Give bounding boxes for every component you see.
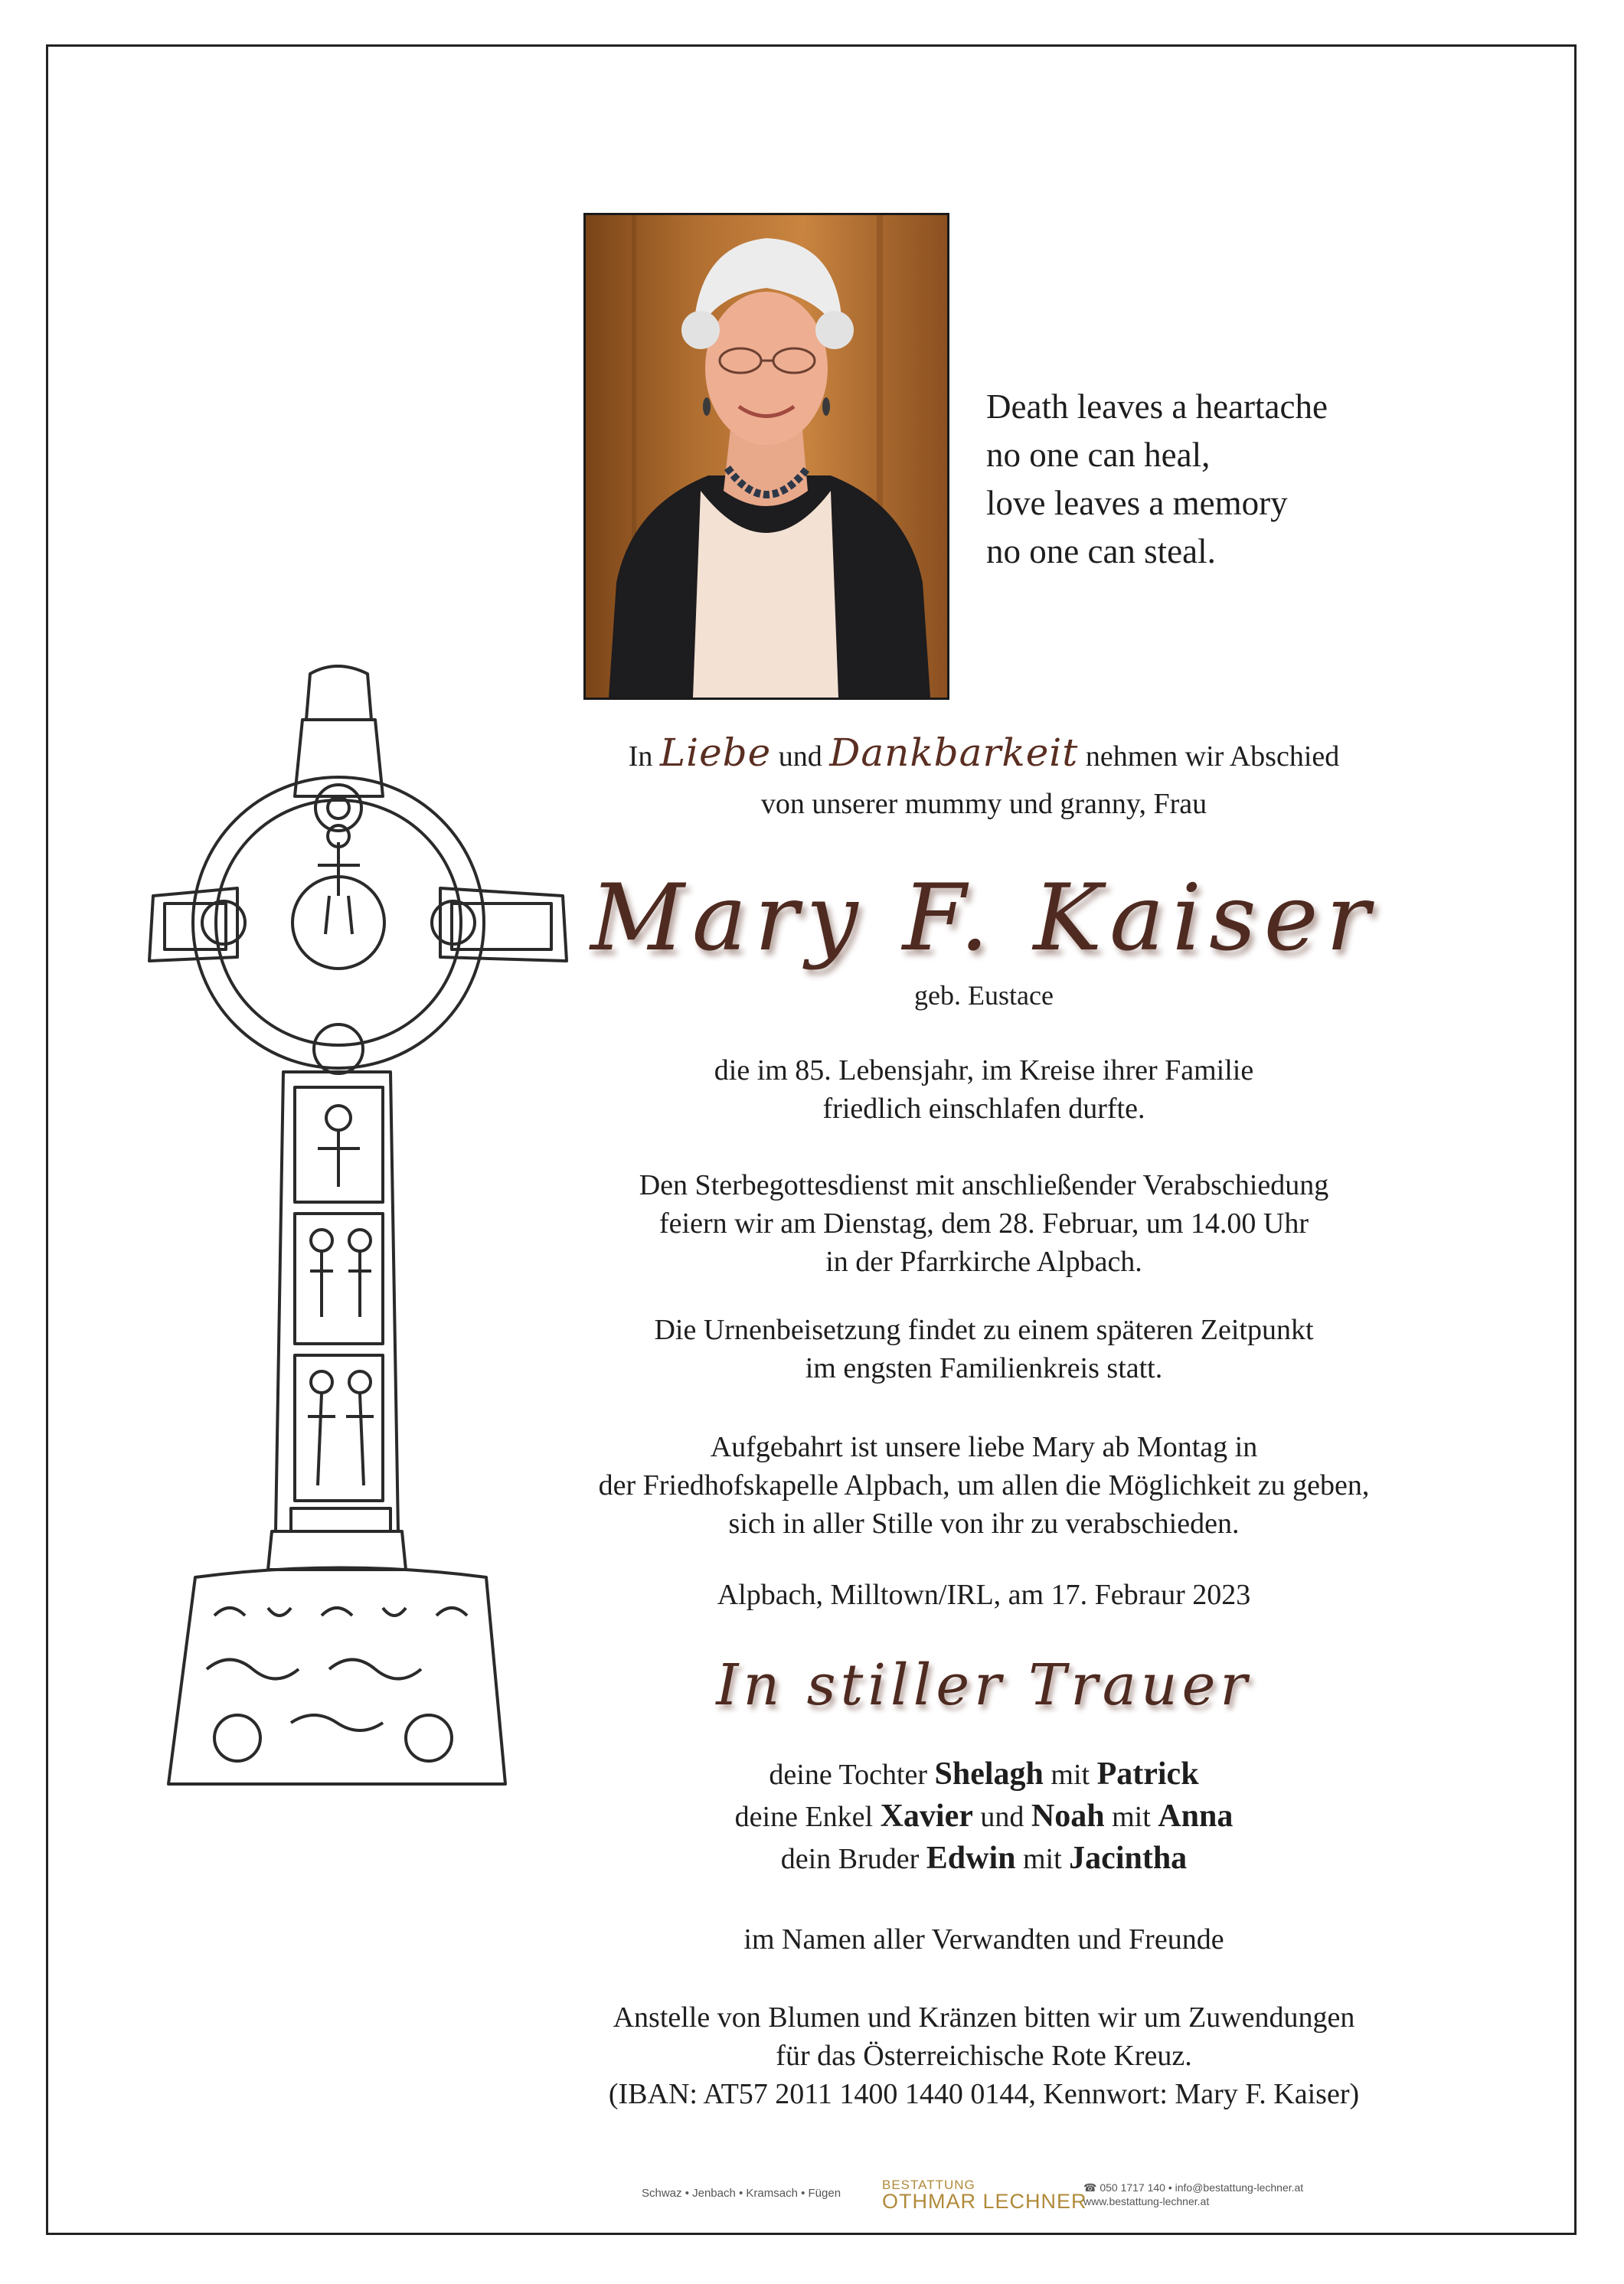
paragraph-line: friedlich einschlafen durfte. — [822, 1093, 1145, 1125]
mourner-name: Patrick — [1096, 1756, 1199, 1792]
paragraph-line: sich in aller Stille von ihr zu verabschieden. — [728, 1508, 1240, 1540]
mourner-text: und — [980, 1801, 1024, 1833]
mourner-name: Anna — [1158, 1799, 1234, 1834]
poem-line: Death leaves a heartache — [986, 387, 1328, 426]
mourner-text: deine Tochter — [769, 1759, 928, 1791]
paragraph-line: die im 85. Lebensjahr, im Kreise ihrer Familie — [714, 1054, 1254, 1086]
donation-line: für das Österreichische Rote Kreuz. — [776, 2040, 1192, 2072]
mourning-heading: In stiller Trauer — [716, 1652, 1252, 1718]
mourner-name: Shelagh — [934, 1756, 1044, 1792]
donation-line: (IBAN: AT57 2011 1400 1440 0144, Kennwort: Mary F. Kaiser) — [608, 2078, 1360, 2110]
mourner-name: Xavier — [880, 1799, 973, 1834]
mourner-name: Jacintha — [1069, 1841, 1188, 1876]
mourner-line-1 — [505, 1755, 1462, 1794]
paragraph-line: Den Sterbegottesdienst mit anschließender Verabschiedung — [639, 1169, 1329, 1201]
mourner-name: Edwin — [926, 1841, 1016, 1876]
mourner-text: mit — [1112, 1801, 1151, 1833]
portrait-illustration — [586, 215, 947, 698]
paragraph-line: der Friedhofskapelle Alpbach, um allen die Möglichkeit zu geben, — [598, 1469, 1370, 1501]
paragraph-line: feiern wir am Dienstag, dem 28. Februar, um 14.00 Uhr — [659, 1207, 1309, 1240]
relatives-line: im Namen aller Verwandten und Freunde — [743, 1923, 1224, 1956]
paragraph-line: Aufgebahrt ist unsere liebe Mary ab Montag in — [710, 1431, 1258, 1463]
poem-line: no one can heal, — [986, 436, 1211, 474]
mourner-text: dein Bruder — [780, 1843, 920, 1875]
paragraph-line: im engsten Familienkreis statt. — [805, 1352, 1163, 1384]
footer — [628, 2175, 1355, 2213]
mourner-text: deine Enkel — [734, 1801, 874, 1833]
footer-brand-top: BESTATTUNG — [882, 2178, 975, 2192]
paragraph-line: Die Urnenbeisetzung findet zu einem späteren Zeitpunkt — [654, 1314, 1314, 1346]
mourner-line-2 — [505, 1797, 1462, 1836]
footer-web: www.bestattung-lechner.at — [1083, 2195, 1210, 2207]
portrait-photo — [583, 213, 949, 700]
footer-brand: OTHMAR LECHNER — [882, 2190, 1087, 2213]
place-date: Alpbach, Milltown/IRL, am 17. Febraur 2023 — [717, 1579, 1251, 1611]
intro-line-1 — [505, 730, 1462, 776]
intro-in: In — [628, 740, 653, 773]
poem-line: no one can steal. — [986, 532, 1216, 570]
mourner-line-3 — [505, 1839, 1462, 1878]
deceased-name: Mary F. Kaiser — [590, 865, 1378, 972]
footer-contact — [1083, 2181, 1303, 2208]
footer-towns: Schwaz • Jenbach • Kramsach • Fügen — [642, 2187, 841, 2200]
mourner-text: mit — [1051, 1759, 1090, 1791]
intro-liebe: Liebe — [659, 730, 772, 775]
birth-name: geb. Eustace — [914, 980, 1054, 1011]
footer-phone: ☎ 050 1717 140 • info@bestattung-lechner.at — [1083, 2181, 1304, 2194]
poem — [986, 383, 1415, 576]
donation-line: Anstelle von Blumen und Kränzen bitten wir um Zuwendungen — [613, 2001, 1355, 2034]
intro-und: und — [778, 740, 822, 773]
intro-line-2: von unserer mummy und granny, Frau — [760, 788, 1207, 820]
mourner-text: mit — [1022, 1843, 1062, 1875]
poem-line: love leaves a memory — [986, 484, 1288, 522]
mourner-name: Noah — [1031, 1799, 1105, 1834]
paragraph-line: in der Pfarrkirche Alpbach. — [825, 1246, 1142, 1278]
intro-rest: nehmen wir Abschied — [1085, 740, 1340, 773]
intro-dankbarkeit: Dankbarkeit — [829, 730, 1079, 775]
